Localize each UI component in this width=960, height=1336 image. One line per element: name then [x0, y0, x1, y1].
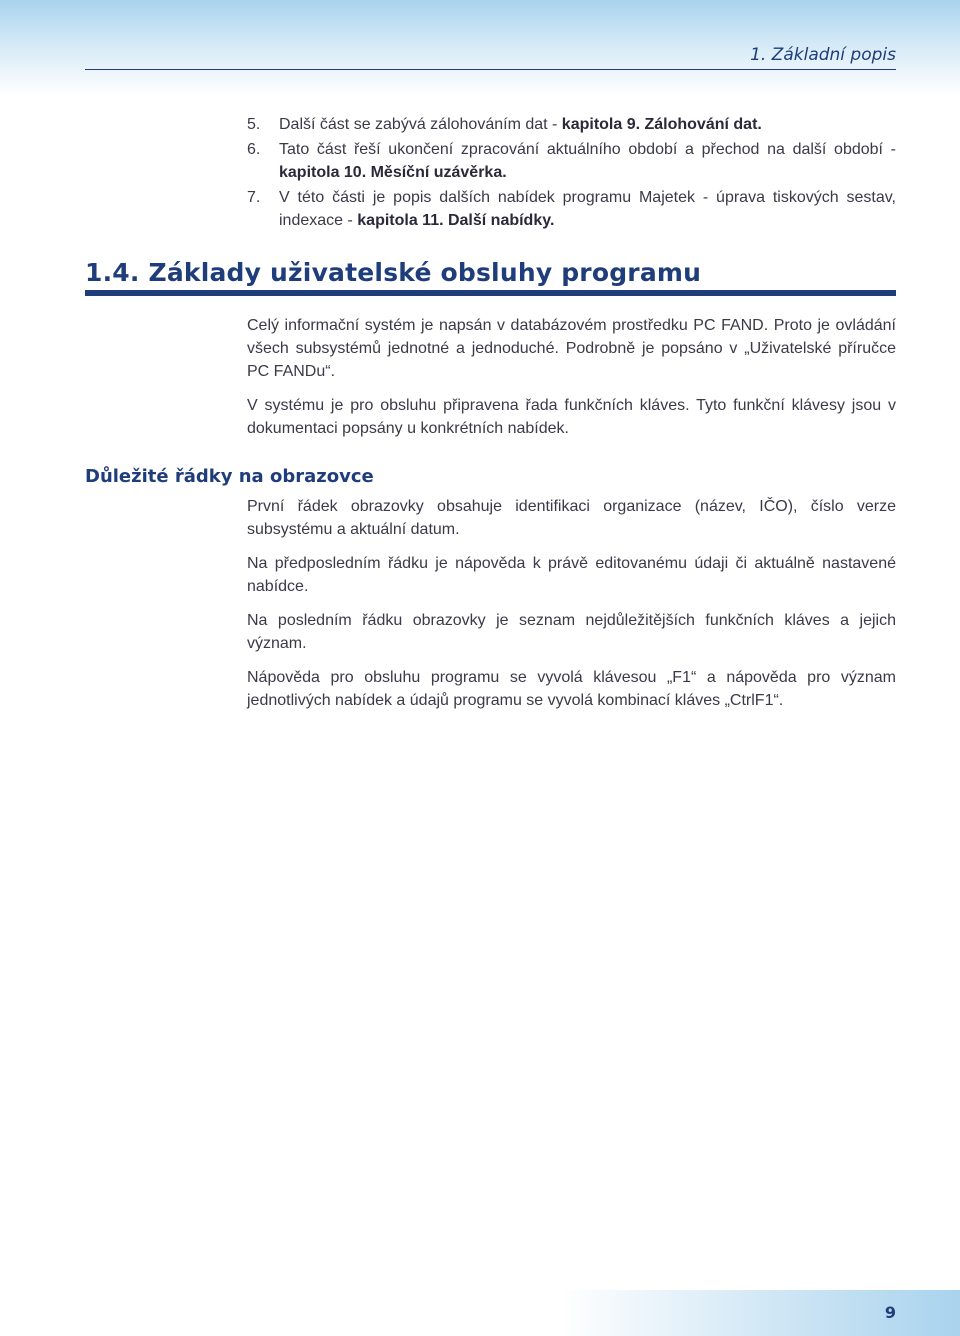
header-rule [85, 69, 896, 70]
list-item [247, 138, 896, 185]
section-rule [85, 290, 896, 296]
list-text: Tato část řeší ukončení zpracování aktuálního období a přechod na další období - [279, 140, 896, 158]
subsection-title: Důležité řádky na obrazovce [85, 466, 374, 487]
subsection-paragraph-1: První řádek obrazovky obsahuje identifikaci organizace (název, IČO), číslo verze subsystému a aktuální datum. [247, 498, 896, 538]
list-item [247, 113, 896, 137]
subsection-paragraph-4: Nápověda pro obsluhu programu se vyvolá klávesou „F1“ a nápověda pro význam jednotlivých nabídek a údajů programu se vyvolá kombinací kláves „CtrlF1“. [247, 669, 896, 709]
list-number: 7. [247, 188, 261, 206]
chapter-list [247, 113, 896, 234]
list-chapter-ref: kapitola 9. Zálohování dat. [561, 116, 762, 133]
list-text: V této části je popis dalších nabídek programu Majetek - úprava tiskových sestav, indexace - [279, 188, 896, 229]
intro-paragraph-2: V systému je pro obsluhu připravena řada funkčních kláves. Tyto funkční klávesy jsou v dokumentaci popsány u konkrétních nabídek. [247, 397, 896, 437]
list-chapter-ref: kapitola 11. Další nabídky. [357, 212, 555, 229]
intro-paragraph-1: Celý informační systém je napsán v databázovém prostředku PC FAND. Proto je ovládání všech subsystémů jednotné a jednoduché. Podrobně je popsáno v „Uživatelské příručce PC FANDu“. [247, 317, 896, 380]
list-text: Další část se zabývá zálohováním dat - [279, 116, 562, 133]
footer-band [560, 1290, 960, 1336]
list-number: 6. [247, 140, 261, 158]
list-number: 5. [247, 116, 261, 133]
subsection-paragraph-2: Na předposledním řádku je nápověda k právě editovanému údaji či aktuálně nastavené nabídce. [247, 555, 896, 595]
section-title: 1.4. Základy uživatelské obsluhy programu [85, 258, 702, 287]
subsection-paragraph-3: Na posledním řádku obrazovky je seznam nejdůležitějších funkčních kláves a jejich význam. [247, 612, 896, 652]
running-header: 1. Základní popis [750, 45, 896, 65]
page-number: 9 [884, 1303, 896, 1322]
list-item [247, 186, 896, 233]
list-chapter-ref: kapitola 10. Měsíční uzávěrka. [279, 164, 507, 181]
